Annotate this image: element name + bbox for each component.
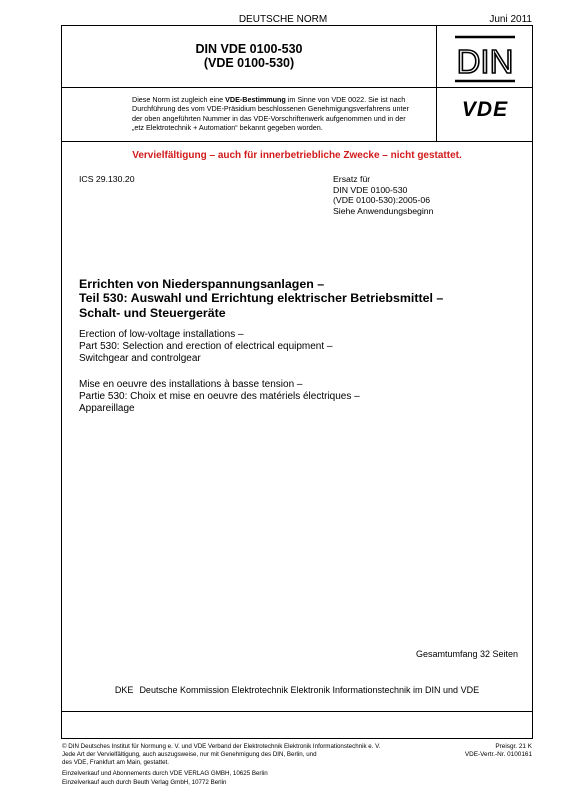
vde-number: (VDE 0100-530) — [203, 56, 295, 70]
note-line-4: „etz Elektrotechnik + Automation“ bekannt gegeben worden. — [132, 123, 323, 133]
note-divider — [61, 141, 533, 142]
note-line-3: der oben angeführten Nummer in das VDE-Vorschriftenwerk aufgenommen und in der — [132, 113, 406, 123]
english-title-line: Erection of low-voltage installations – — [79, 329, 244, 340]
vde-logo-text: VDE — [461, 98, 509, 120]
reproduction-warning: Vervielfältigung – auch für innerbetriebliche Zwecke – nicht gestattet. — [132, 150, 462, 161]
note-line-1: Diese Norm ist zugleich eine VDE-Bestimmung im Sinne von VDE 0022. Sie ist nach — [132, 95, 406, 104]
copyright-line: Jede Art der Vervielfältigung, auch auszugsweise, nur mit Genehmigung des DIN, Berlin, und — [62, 750, 317, 758]
vde-logo — [449, 98, 521, 120]
vde-designation-note — [132, 95, 436, 133]
logo-column-divider — [436, 25, 437, 142]
din-logo-text: DIN — [456, 43, 514, 80]
note-line-2: Durchführung des vom VDE-Präsidium beschlossenen Genehmigungsverfahrens unter — [132, 104, 409, 114]
french-title-line: Appareillage — [79, 403, 135, 414]
price-group: Preisgr. 21 K — [495, 743, 532, 750]
german-title-line: Schalt- und Steuergeräte — [79, 305, 226, 320]
copyright-line: © DIN Deutsches Institut für Normung e. V. und VDE Verband der Elektrotechnik Elektronik Informationstechnik e. V. — [62, 743, 381, 750]
dke-full-name: Deutsche Kommission Elektrotechnik Elektronik Informationstechnik im DIN und VDE — [139, 685, 480, 695]
copyright-notice — [62, 743, 380, 767]
sales-line: Einzelverkauf und Abonnements durch VDE VERLAG GMBH, 10625 Berlin — [62, 770, 268, 777]
price-info — [465, 743, 532, 759]
standard-number: DIN VDE 0100-530 — [195, 42, 303, 56]
copyright-line: des VDE, Frankfurt am Main, gestattet. — [62, 758, 169, 766]
header-divider — [61, 87, 533, 88]
german-title-line: Teil 530: Auswahl und Errichtung elektrischer Betriebsmittel – — [79, 291, 444, 306]
french-title — [79, 379, 360, 415]
sales-line: Einzelverkauf auch durch Beuth Verlag GmbH, 10772 Berlin — [62, 778, 227, 786]
french-title-line: Mise en oeuvre des installations à basse tension – — [79, 379, 303, 390]
french-title-line: Partie 530: Choix et mise en oeuvre des matériels électriques – — [79, 391, 360, 402]
english-title — [79, 329, 333, 365]
publication-date: Juni 2011 — [489, 14, 532, 25]
german-title — [79, 277, 443, 320]
replaces-line: (VDE 0100-530):2005-06 — [333, 195, 431, 206]
english-title-line: Switchgear and controlgear — [79, 353, 201, 364]
dke-abbreviation: DKE — [114, 685, 134, 695]
german-title-line: Errichten von Niederspannungsanlagen – — [79, 277, 325, 291]
dke-line — [62, 685, 532, 695]
total-pages: Gesamtumfang 32 Seiten — [415, 649, 518, 659]
footer-divider — [61, 711, 533, 712]
replacement-info — [333, 174, 433, 216]
replaces-line: DIN VDE 0100-530 — [333, 184, 408, 195]
sales-info — [62, 770, 268, 787]
document-type-label: DEUTSCHE NORM — [238, 14, 328, 25]
english-title-line: Part 530: Selection and erection of electrical equipment – — [79, 341, 333, 352]
din-logo — [452, 35, 518, 83]
ics-code: ICS 29.130.20 — [79, 174, 135, 184]
replaces-line: Siehe Anwendungsbeginn — [333, 205, 434, 216]
vde-distribution-number: VDE-Vertr.-Nr. 0100161 — [464, 750, 532, 758]
replaces-line: Ersatz für — [333, 174, 371, 184]
